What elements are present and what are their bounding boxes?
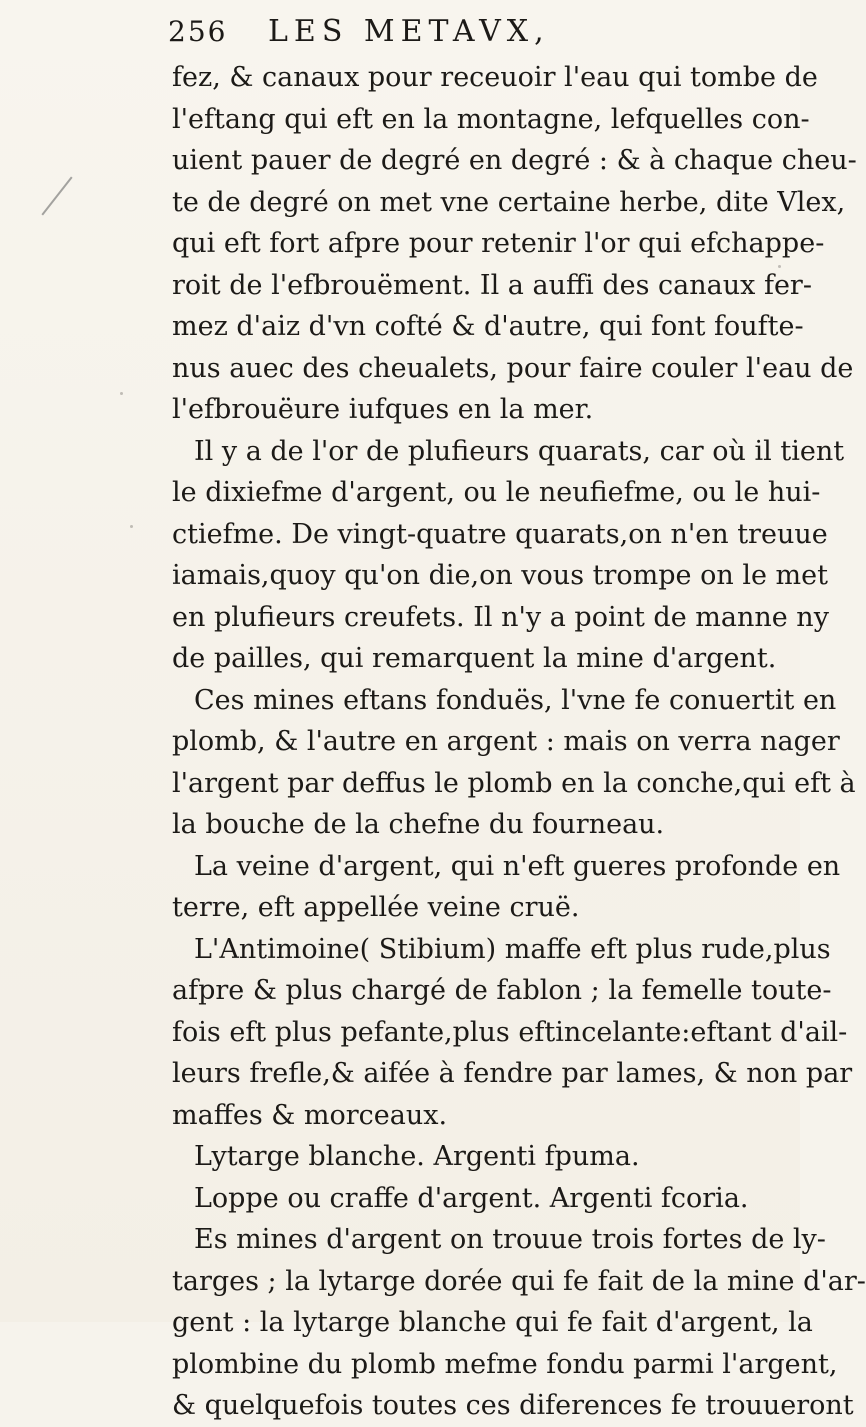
running-head: LES METAVX, (268, 14, 550, 49)
text-line: iamais,quoy qu'on die,on vous trompe on le met (172, 560, 828, 591)
text-line: Lytarge blanche. Argenti fpuma. (194, 1141, 640, 1172)
page-header (168, 14, 688, 49)
margin-speck (130, 525, 133, 528)
text-line: l'argent par deffus le plomb en la conche,qui eft à (172, 767, 856, 799)
text-line: mez d'aiz d'vn cofté & d'autre, qui font foufte- (172, 311, 804, 342)
margin-pen-stroke (41, 176, 72, 215)
text-line: le dixiefme d'argent, ou le neufiefme, ou le hui- (172, 477, 821, 508)
text-line: L'Antimoine( Stibium) maffe eft plus rude,plus (194, 933, 831, 965)
page-number: 256 (168, 15, 228, 48)
text-line: en plufieurs creufets. Il n'y a point de manne ny (172, 601, 829, 633)
text-line: l'efbrouëure iufques en la mer. (172, 394, 594, 425)
text-line: nus auec des cheualets, pour faire couler l'eau de (172, 352, 854, 384)
text-line: ctiefme. De vingt-quatre quarats,on n'en treuue (172, 518, 828, 550)
text-line: l'eftang qui eft en la montagne, lefquelles con- (172, 103, 810, 135)
text-line: Es mines d'argent on trouue trois fortes de ly- (194, 1224, 826, 1255)
text-line: Il y a de l'or de plufieurs quarats, car où il tient (194, 435, 845, 467)
text-line: fois eft plus pefante,plus eftincelante:eftant d'ail- (172, 1016, 848, 1048)
text-line: terre, eft appellée veine cruë. (172, 892, 580, 923)
text-line: Ces mines eftans fonduës, l'vne fe conuertit en (194, 684, 837, 716)
text-line: roit de l'efbrouëment. Il a auffi des canaux fer- (172, 269, 812, 301)
text-line: Loppe ou craffe d'argent. Argenti fcoria. (194, 1182, 749, 1214)
text-line: maffes & morceaux. (172, 1099, 448, 1131)
text-line: leurs frefle,& aifée à fendre par lames, & non par (172, 1058, 853, 1089)
text-line: la bouche de la chefne du fourneau. (172, 809, 665, 840)
text-line: qui eft fort afpre pour retenir l'or qui efchappe- (172, 228, 825, 259)
text-line: La veine d'argent, qui n'eft gueres profonde en (194, 850, 841, 882)
text-line: targes ; la lytarge dorée qui fe fait de la mine d'ar- (172, 1265, 866, 1297)
text-line: te de degré on met vne certaine herbe, dite Vlex, (172, 186, 846, 218)
margin-speck (120, 392, 123, 395)
text-line: uient pauer de degré en degré : & à chaque cheu- (172, 145, 857, 176)
text-line: plombine du plomb mefme fondu parmi l'argent, (172, 1348, 838, 1380)
text-line: de pailles, qui remarquent la mine d'argent. (172, 643, 777, 674)
text-line: & quelquefois toutes ces diferences fe trouueront (172, 1390, 854, 1421)
text-line: afpre & plus chargé de fablon ; la femelle toute- (172, 975, 832, 1006)
text-line: fez, & canaux pour receuoir l'eau qui tombe de (172, 62, 818, 93)
text-line: gent : la lytarge blanche qui fe fait d'argent, la (172, 1307, 813, 1338)
text-line: plomb, & l'autre en argent : mais on verra nager (172, 726, 840, 757)
body-text (172, 57, 866, 1427)
